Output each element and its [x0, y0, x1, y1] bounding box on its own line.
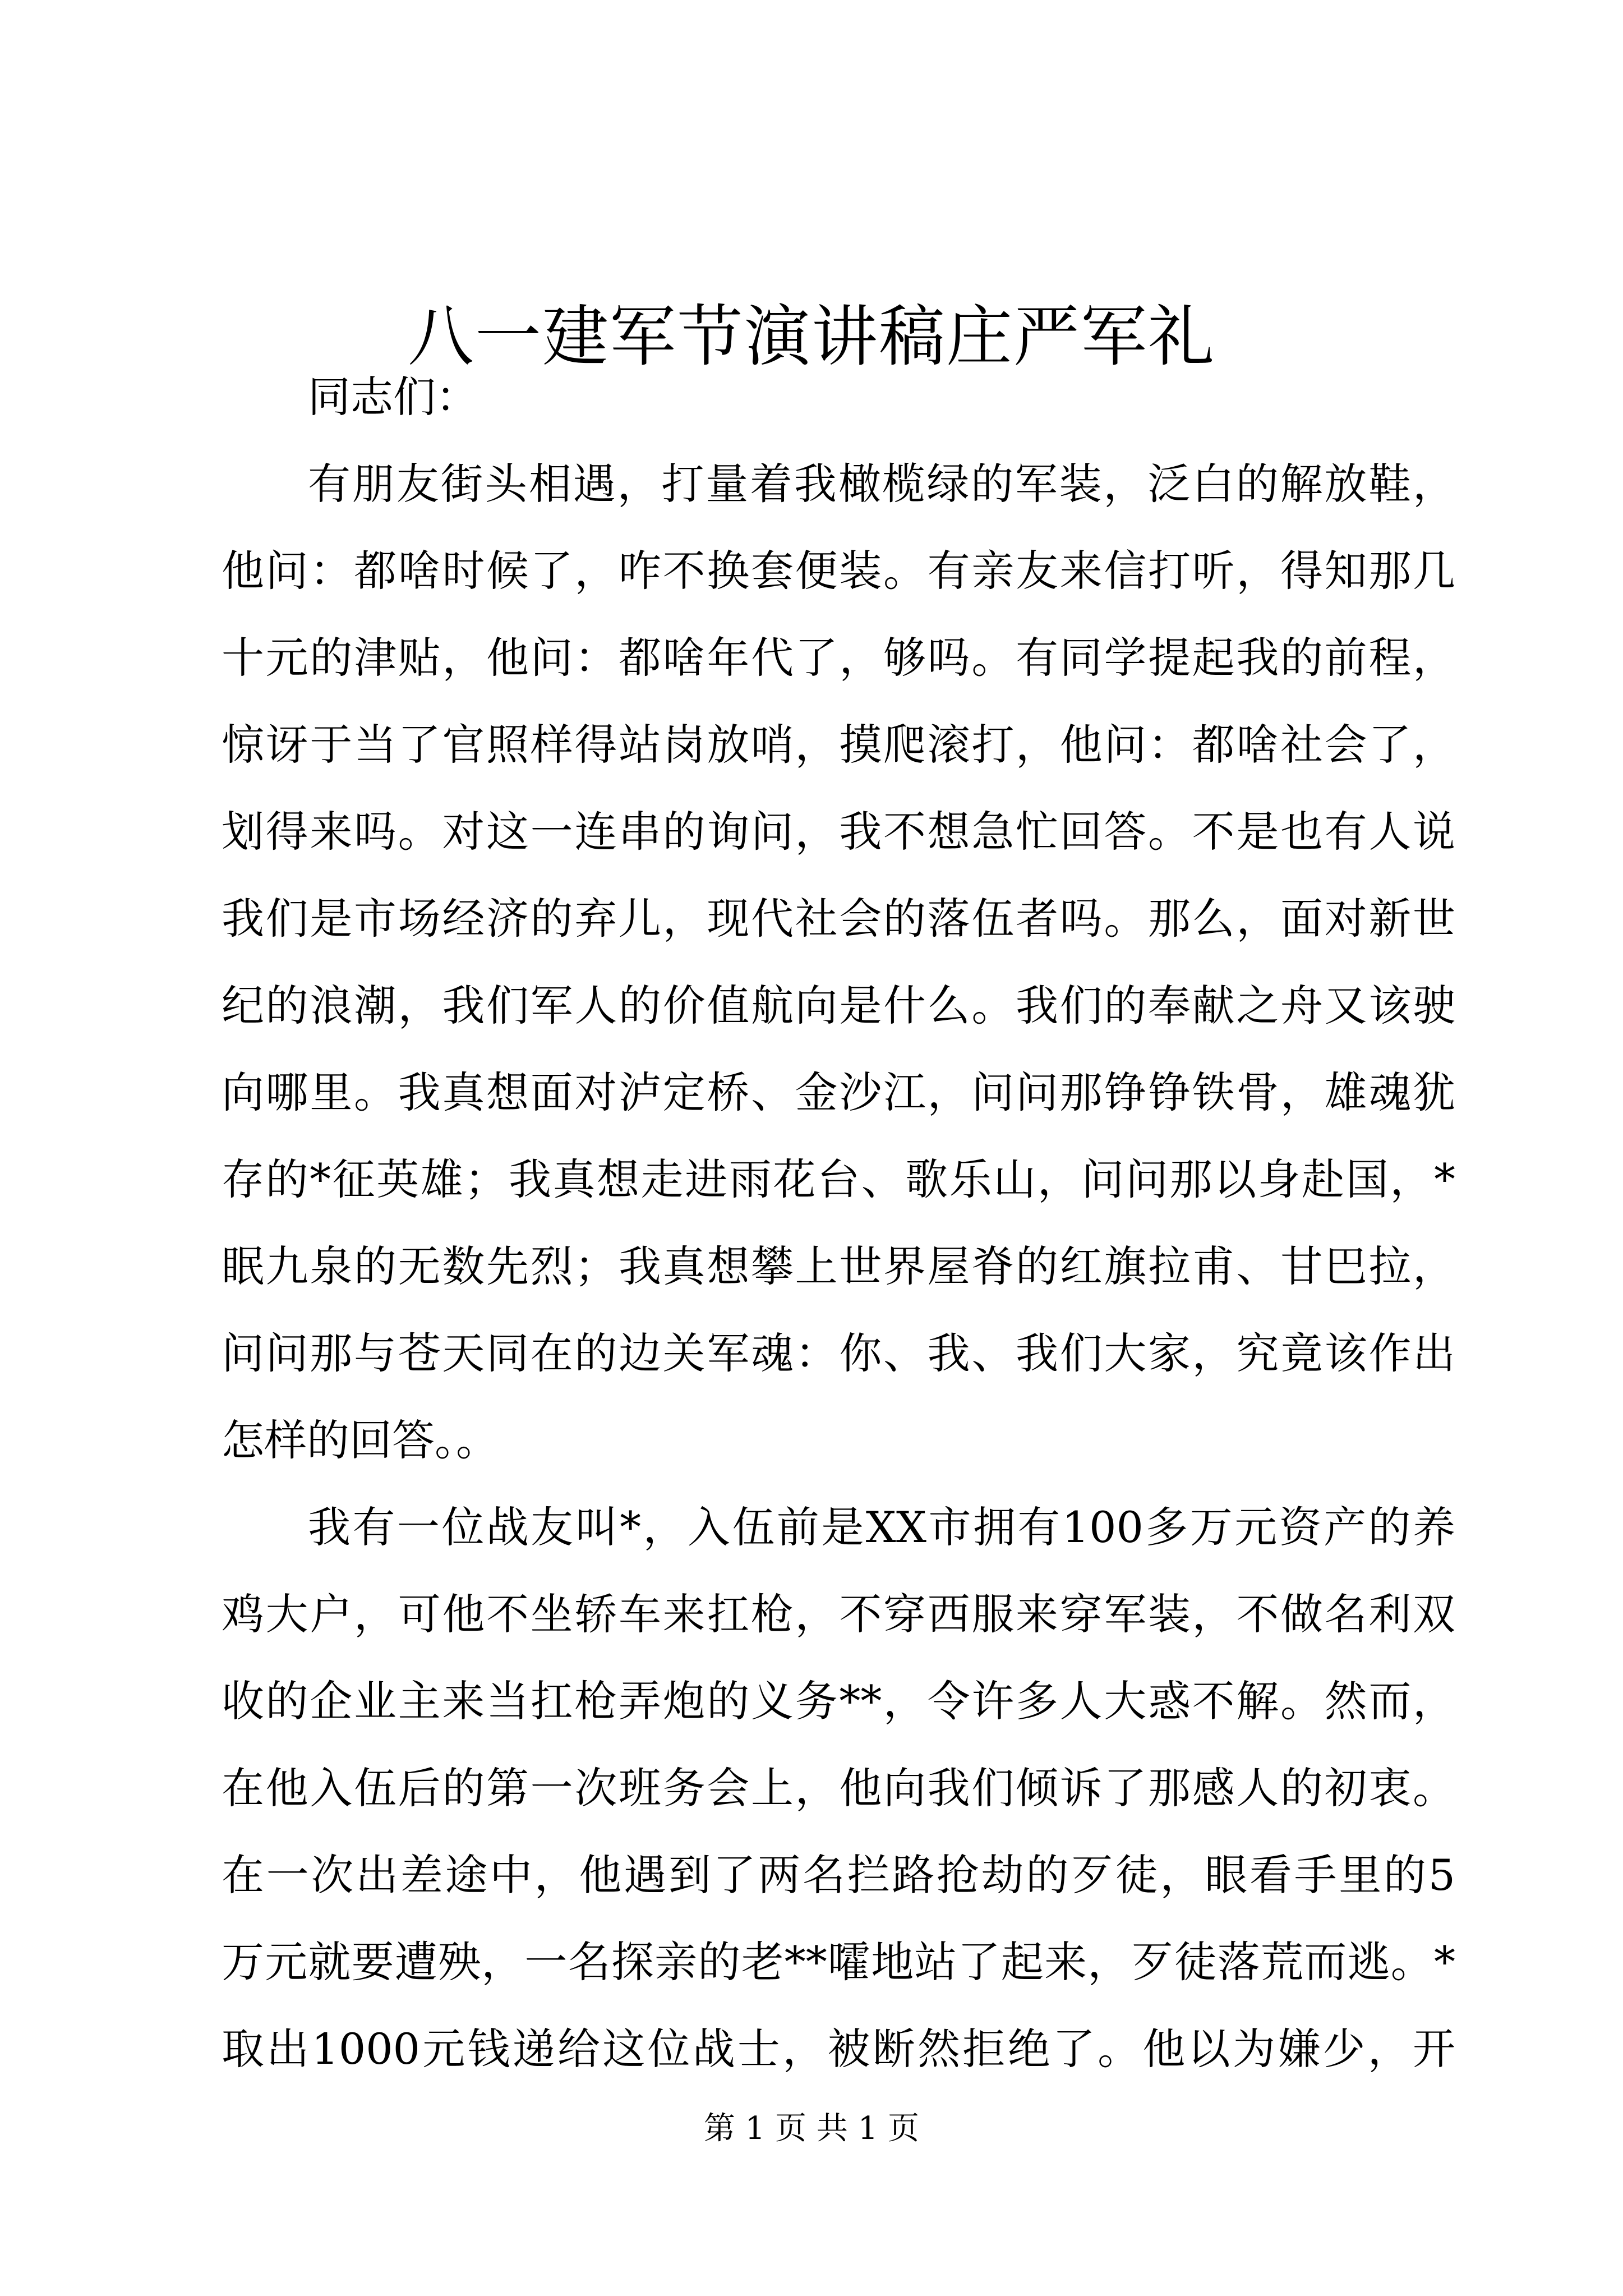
paragraph-line: 我们是市场经济的弃儿，现代社会的落伍者吗。那么，面对新世 [222, 894, 1455, 944]
paragraph-line: 怎样的回答。。 [222, 1415, 499, 1465]
paragraph-line: 有朋友街头相遇，打量着我橄榄绿的军装，泛白的解放鞋， [308, 459, 1455, 509]
paragraph-2 [222, 1484, 1455, 2092]
document-title: 八一建军节演讲稿庄严军礼 [407, 298, 1215, 375]
paragraph-line: 收的企业主来当扛枪弄炮的义务**，令许多人大惑不解。然而， [222, 1676, 1455, 1726]
paragraph-line: 在他入伍后的第一次班务会上，他向我们倾诉了那感人的初衷。 [222, 1763, 1455, 1813]
paragraph-line: 眠九泉的无数先烈；我真想攀上世界屋脊的红旗拉甫、甘巴拉， [222, 1241, 1455, 1291]
paragraph-line: 十元的津贴，他问：都啥年代了，够吗。有同学提起我的前程， [222, 633, 1455, 683]
paragraph-1 [222, 440, 1455, 1484]
paragraph-line: 纪的浪潮，我们军人的价值航向是什么。我们的奉献之舟又该驶 [222, 981, 1455, 1030]
paragraph-line: 问问那与苍天同在的边关军魂：你、我、我们大家，究竟该作出 [222, 1328, 1455, 1378]
paragraph-line: 惊讶于当了官照样得站岗放哨，摸爬滚打，他问：都啥社会了， [222, 720, 1455, 770]
paragraph-line: 向哪里。我真想面对泸定桥、金沙江，问问那铮铮铁骨，雄魂犹 [222, 1068, 1455, 1117]
document-body [222, 353, 1455, 2092]
paragraph-line: 存的*征英雄；我真想走进雨花台、歌乐山，问问那以身赴国，* [222, 1154, 1455, 1204]
paragraph-line: 他问：都啥时候了，咋不换套便装。有亲友来信打听，得知那几 [222, 546, 1455, 596]
paragraph-line: 万元就要遭殃，一名探亲的老**嚯地站了起来，歹徒落荒而逃。* [222, 1937, 1455, 1987]
page-footer: 第 1 页 共 1 页 [703, 2110, 920, 2147]
paragraph-line: 取出1000元钱递给这位战士，被断然拒绝了。他以为嫌少，开 [222, 2024, 1455, 2074]
paragraph-line: 划得来吗。对这一连串的询问，我不想急忙回答。不是也有人说 [222, 807, 1455, 857]
paragraph-line: 我有一位战友叫*，入伍前是XX市拥有100多万元资产的养 [308, 1502, 1455, 1552]
paragraph-line: 鸡大户，可他不坐轿车来扛枪，不穿西服来穿军装，不做名利双 [222, 1589, 1455, 1639]
salutation: 同志们： [308, 372, 478, 422]
paragraph-line: 在一次出差途中，他遇到了两名拦路抢劫的歹徒，眼看手里的5 [222, 1850, 1455, 1900]
